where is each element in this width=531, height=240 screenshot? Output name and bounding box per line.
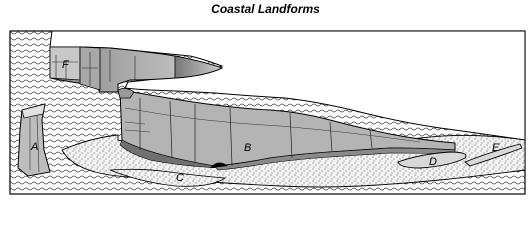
label-b: B (244, 142, 252, 154)
diagram-title: Coastal Landforms (211, 2, 320, 16)
label-c: C (176, 172, 184, 184)
label-d: D (429, 156, 437, 168)
label-f: F (62, 59, 69, 71)
label-a: A (31, 141, 39, 153)
label-e: E (492, 142, 500, 154)
